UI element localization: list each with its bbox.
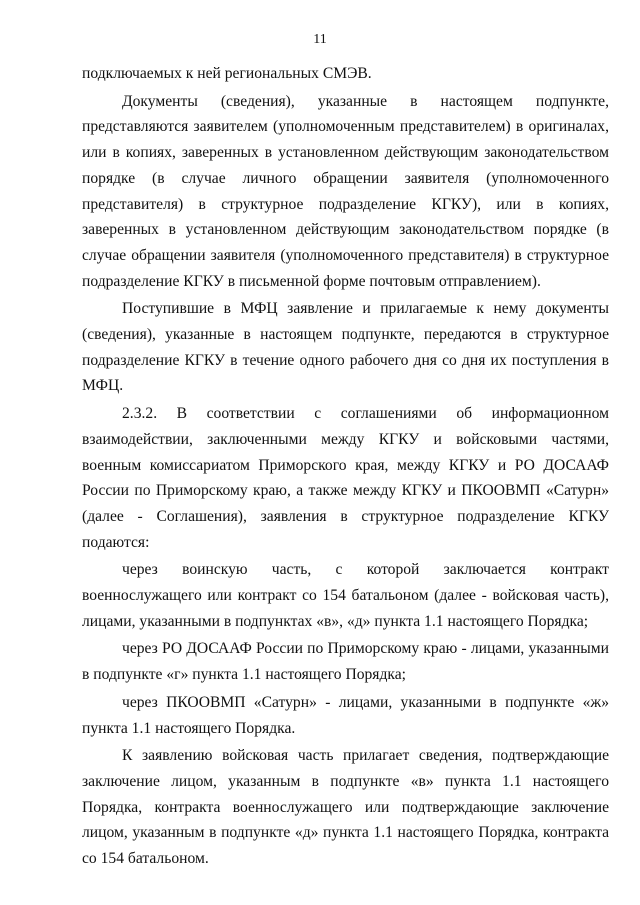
paragraph-2-3-2: 2.3.2. В соответствии с соглашениями об информационном взаимодействии, заключенными между КГКУ и войсковыми частями, военным комиссариатом Приморского края, между КГКУ и РО ДОСААФ России по Приморскому краю, а также между КГКУ и ПКООВМП «Сатурн» (далее - Соглашения), заявления в структурное подразделение КГКУ подаются:: [82, 405, 609, 551]
paragraph-continuation: подключаемых к ней региональных СМЭВ.: [82, 65, 372, 82]
paragraph-military-unit: через воинскую часть, с которой заключается контракт военнослужащего или контракт со 154 батальоном (далее - войсковая часть), лицами, указанными в подпунктах «в», «д» пункта 1.1 настоящего Порядка;: [82, 561, 609, 630]
paragraph-attachment: К заявлению войсковая часть прилагает сведения, подтверждающие заключение лицом, указанным в подпункте «в» пункта 1.1 настоящего Порядка, контракта военнослужащего или подтверждающие заключение лицом, указанным в подпункте «д» пункта 1.1 настоящего Порядка, контракта со 154 батальоном.: [82, 747, 609, 868]
document-body: [82, 61, 609, 872]
paragraph-dosaaf: через РО ДОСААФ России по Приморскому краю - лицами, указанными в подпункте «г» пункта 1.1 настоящего Порядка;: [82, 640, 609, 684]
paragraph-saturn: через ПКООВМП «Сатурн» - лицами, указанными в подпункте «ж» пункта 1.1 настоящего Порядка.: [82, 693, 609, 737]
paragraph-documents: Документы (сведения), указанные в настоящем подпункте, представляются заявителем (уполномоченным представителем) в оригиналах, или в копиях, заверенных в установленном действующим законодательством порядке (в случае личного обращении заявителя (уполномоченного представителя) в структурное подразделение КГКУ), или в копиях, заверенных в установленном действующим законодательством порядке (в случае обращении заявителя (уполномоченного представителя) в структурное подразделение КГКУ в письменной форме почтовым отправлением).: [82, 92, 609, 290]
page-number: 11: [313, 32, 327, 47]
paragraph-mfc: Поступившие в МФЦ заявление и прилагаемые к нему документы (сведения), указанные в настоящем подпункте, передаются в структурное подразделение КГКУ в течение одного рабочего дня со дня их поступления в МФЦ.: [82, 300, 609, 395]
